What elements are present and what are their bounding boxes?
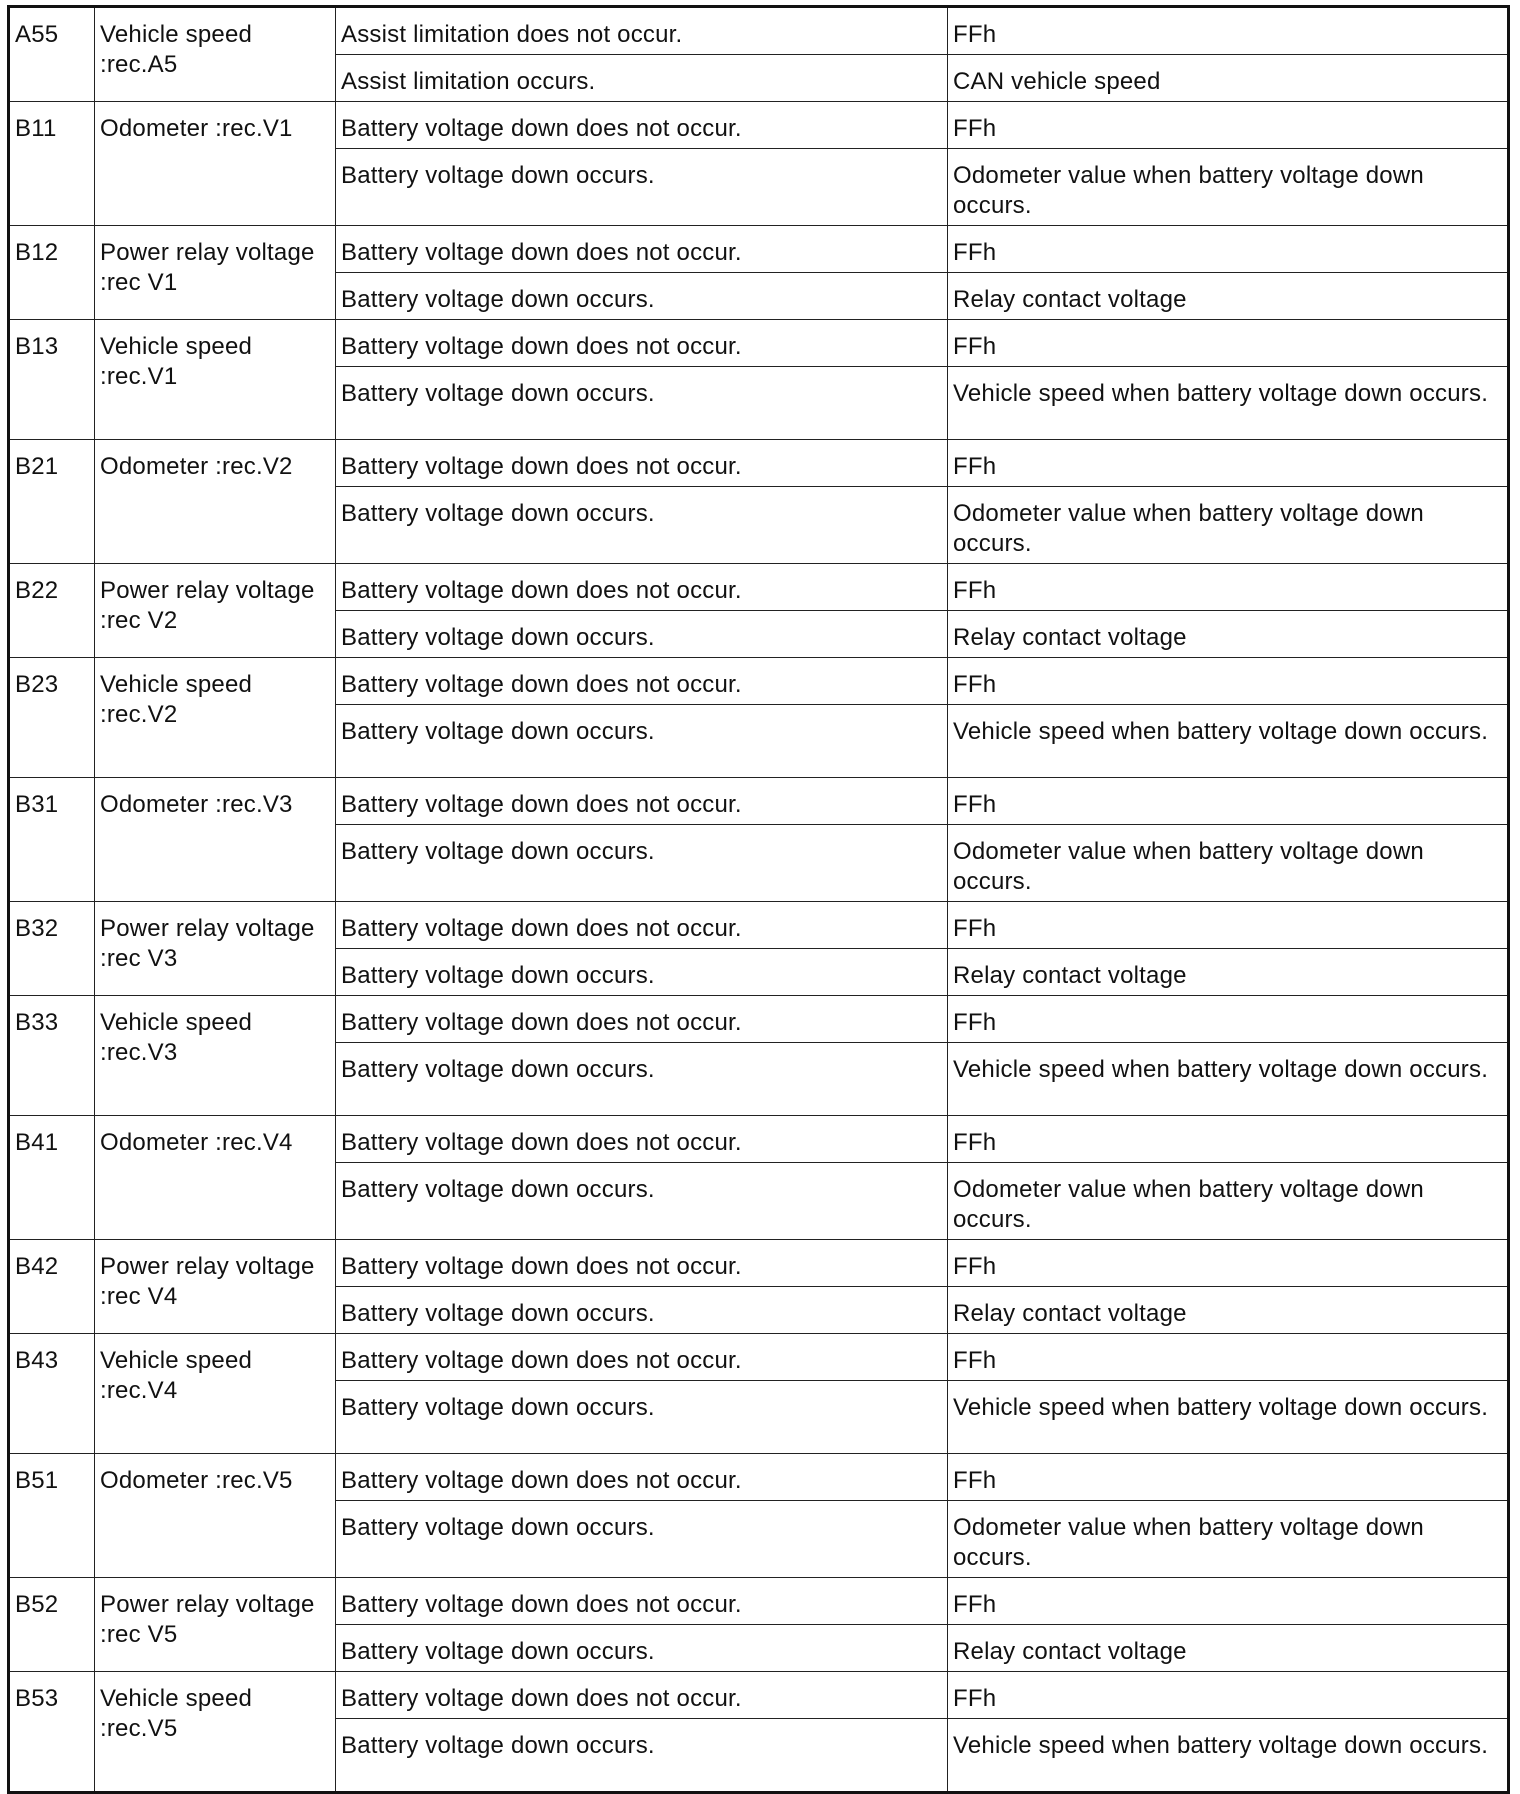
value-cell: Odometer value when battery voltage down occurs. xyxy=(948,487,1509,564)
value-cell: FFh xyxy=(948,996,1509,1043)
condition-cell: Battery voltage down occurs. xyxy=(336,949,948,996)
value-cell: FFh xyxy=(948,102,1509,149)
table-row xyxy=(9,1334,1509,1381)
item-code-cell: B23 xyxy=(9,658,95,778)
condition-cell: Battery voltage down occurs. xyxy=(336,367,948,440)
table-body xyxy=(9,7,1509,1793)
condition-cell: Battery voltage down occurs. xyxy=(336,1163,948,1240)
value-cell: Vehicle speed when battery voltage down occurs. xyxy=(948,367,1509,440)
condition-cell: Battery voltage down occurs. xyxy=(336,1287,948,1334)
value-cell: FFh xyxy=(948,1334,1509,1381)
condition-cell: Battery voltage down does not occur. xyxy=(336,1454,948,1501)
value-cell: Odometer value when battery voltage down occurs. xyxy=(948,1163,1509,1240)
item-name-cell: Odometer :rec.V4 xyxy=(95,1116,336,1240)
item-code-cell: B21 xyxy=(9,440,95,564)
item-code-cell: B51 xyxy=(9,1454,95,1578)
value-cell: FFh xyxy=(948,778,1509,825)
item-code-cell: B41 xyxy=(9,1116,95,1240)
value-cell: Vehicle speed when battery voltage down occurs. xyxy=(948,705,1509,778)
item-name-cell: Vehicle speed :rec.V1 xyxy=(95,320,336,440)
item-name-cell: Power relay voltage :rec V4 xyxy=(95,1240,336,1334)
condition-cell: Assist limitation occurs. xyxy=(336,55,948,102)
condition-cell: Battery voltage down does not occur. xyxy=(336,658,948,705)
item-code-cell: B52 xyxy=(9,1578,95,1672)
item-name-cell: Vehicle speed :rec.V3 xyxy=(95,996,336,1116)
condition-cell: Battery voltage down does not occur. xyxy=(336,1672,948,1719)
value-cell: Relay contact voltage xyxy=(948,273,1509,320)
item-code-cell: B13 xyxy=(9,320,95,440)
table-row xyxy=(9,778,1509,825)
condition-cell: Battery voltage down does not occur. xyxy=(336,1578,948,1625)
item-code-cell: B12 xyxy=(9,226,95,320)
item-code-cell: A55 xyxy=(9,7,95,102)
value-cell: FFh xyxy=(948,1454,1509,1501)
table-row xyxy=(9,7,1509,55)
value-cell: Vehicle speed when battery voltage down occurs. xyxy=(948,1719,1509,1793)
table-row xyxy=(9,1116,1509,1163)
item-code-cell: B42 xyxy=(9,1240,95,1334)
value-cell: Vehicle speed when battery voltage down occurs. xyxy=(948,1381,1509,1454)
table-row xyxy=(9,440,1509,487)
condition-cell: Battery voltage down occurs. xyxy=(336,1719,948,1793)
value-cell: Relay contact voltage xyxy=(948,949,1509,996)
condition-cell: Assist limitation does not occur. xyxy=(336,7,948,55)
data-table xyxy=(7,5,1510,1794)
value-cell: FFh xyxy=(948,440,1509,487)
condition-cell: Battery voltage down does not occur. xyxy=(336,902,948,949)
condition-cell: Battery voltage down occurs. xyxy=(336,1625,948,1672)
table-row xyxy=(9,1578,1509,1625)
item-name-cell: Vehicle speed :rec.V2 xyxy=(95,658,336,778)
value-cell: FFh xyxy=(948,1240,1509,1287)
value-cell: Relay contact voltage xyxy=(948,611,1509,658)
item-name-cell: Vehicle speed :rec.A5 xyxy=(95,7,336,102)
condition-cell: Battery voltage down does not occur. xyxy=(336,102,948,149)
value-cell: FFh xyxy=(948,902,1509,949)
table-row xyxy=(9,226,1509,273)
item-code-cell: B53 xyxy=(9,1672,95,1793)
condition-cell: Battery voltage down does not occur. xyxy=(336,440,948,487)
item-name-cell: Power relay voltage :rec V5 xyxy=(95,1578,336,1672)
table-row xyxy=(9,1672,1509,1719)
value-cell: Odometer value when battery voltage down occurs. xyxy=(948,1501,1509,1578)
item-name-cell: Odometer :rec.V2 xyxy=(95,440,336,564)
condition-cell: Battery voltage down occurs. xyxy=(336,273,948,320)
value-cell: FFh xyxy=(948,226,1509,273)
table-row xyxy=(9,902,1509,949)
value-cell: Relay contact voltage xyxy=(948,1625,1509,1672)
condition-cell: Battery voltage down does not occur. xyxy=(336,226,948,273)
condition-cell: Battery voltage down does not occur. xyxy=(336,778,948,825)
value-cell: Odometer value when battery voltage down occurs. xyxy=(948,149,1509,226)
item-code-cell: B31 xyxy=(9,778,95,902)
item-name-cell: Odometer :rec.V5 xyxy=(95,1454,336,1578)
item-code-cell: B32 xyxy=(9,902,95,996)
condition-cell: Battery voltage down occurs. xyxy=(336,825,948,902)
condition-cell: Battery voltage down occurs. xyxy=(336,1381,948,1454)
item-code-cell: B43 xyxy=(9,1334,95,1454)
condition-cell: Battery voltage down does not occur. xyxy=(336,564,948,611)
condition-cell: Battery voltage down occurs. xyxy=(336,705,948,778)
table-row xyxy=(9,564,1509,611)
value-cell: Odometer value when battery voltage down occurs. xyxy=(948,825,1509,902)
condition-cell: Battery voltage down does not occur. xyxy=(336,1334,948,1381)
value-cell: FFh xyxy=(948,564,1509,611)
value-cell: FFh xyxy=(948,1672,1509,1719)
condition-cell: Battery voltage down does not occur. xyxy=(336,1116,948,1163)
condition-cell: Battery voltage down does not occur. xyxy=(336,320,948,367)
table-row xyxy=(9,1240,1509,1287)
item-name-cell: Power relay voltage :rec V2 xyxy=(95,564,336,658)
table-row xyxy=(9,102,1509,149)
item-name-cell: Vehicle speed :rec.V5 xyxy=(95,1672,336,1793)
value-cell: FFh xyxy=(948,658,1509,705)
condition-cell: Battery voltage down occurs. xyxy=(336,611,948,658)
value-cell: CAN vehicle speed xyxy=(948,55,1509,102)
value-cell: FFh xyxy=(948,320,1509,367)
value-cell: FFh xyxy=(948,1116,1509,1163)
item-name-cell: Power relay voltage :rec V1 xyxy=(95,226,336,320)
item-name-cell: Odometer :rec.V3 xyxy=(95,778,336,902)
condition-cell: Battery voltage down does not occur. xyxy=(336,1240,948,1287)
condition-cell: Battery voltage down occurs. xyxy=(336,487,948,564)
condition-cell: Battery voltage down occurs. xyxy=(336,149,948,226)
item-name-cell: Odometer :rec.V1 xyxy=(95,102,336,226)
item-code-cell: B33 xyxy=(9,996,95,1116)
condition-cell: Battery voltage down occurs. xyxy=(336,1043,948,1116)
item-name-cell: Power relay voltage :rec V3 xyxy=(95,902,336,996)
item-code-cell: B22 xyxy=(9,564,95,658)
condition-cell: Battery voltage down does not occur. xyxy=(336,996,948,1043)
value-cell: Vehicle speed when battery voltage down occurs. xyxy=(948,1043,1509,1116)
table-row xyxy=(9,658,1509,705)
table-row xyxy=(9,1454,1509,1501)
item-code-cell: B11 xyxy=(9,102,95,226)
item-name-cell: Vehicle speed :rec.V4 xyxy=(95,1334,336,1454)
value-cell: FFh xyxy=(948,7,1509,55)
value-cell: FFh xyxy=(948,1578,1509,1625)
condition-cell: Battery voltage down occurs. xyxy=(336,1501,948,1578)
table-row xyxy=(9,996,1509,1043)
table-row xyxy=(9,320,1509,367)
value-cell: Relay contact voltage xyxy=(948,1287,1509,1334)
